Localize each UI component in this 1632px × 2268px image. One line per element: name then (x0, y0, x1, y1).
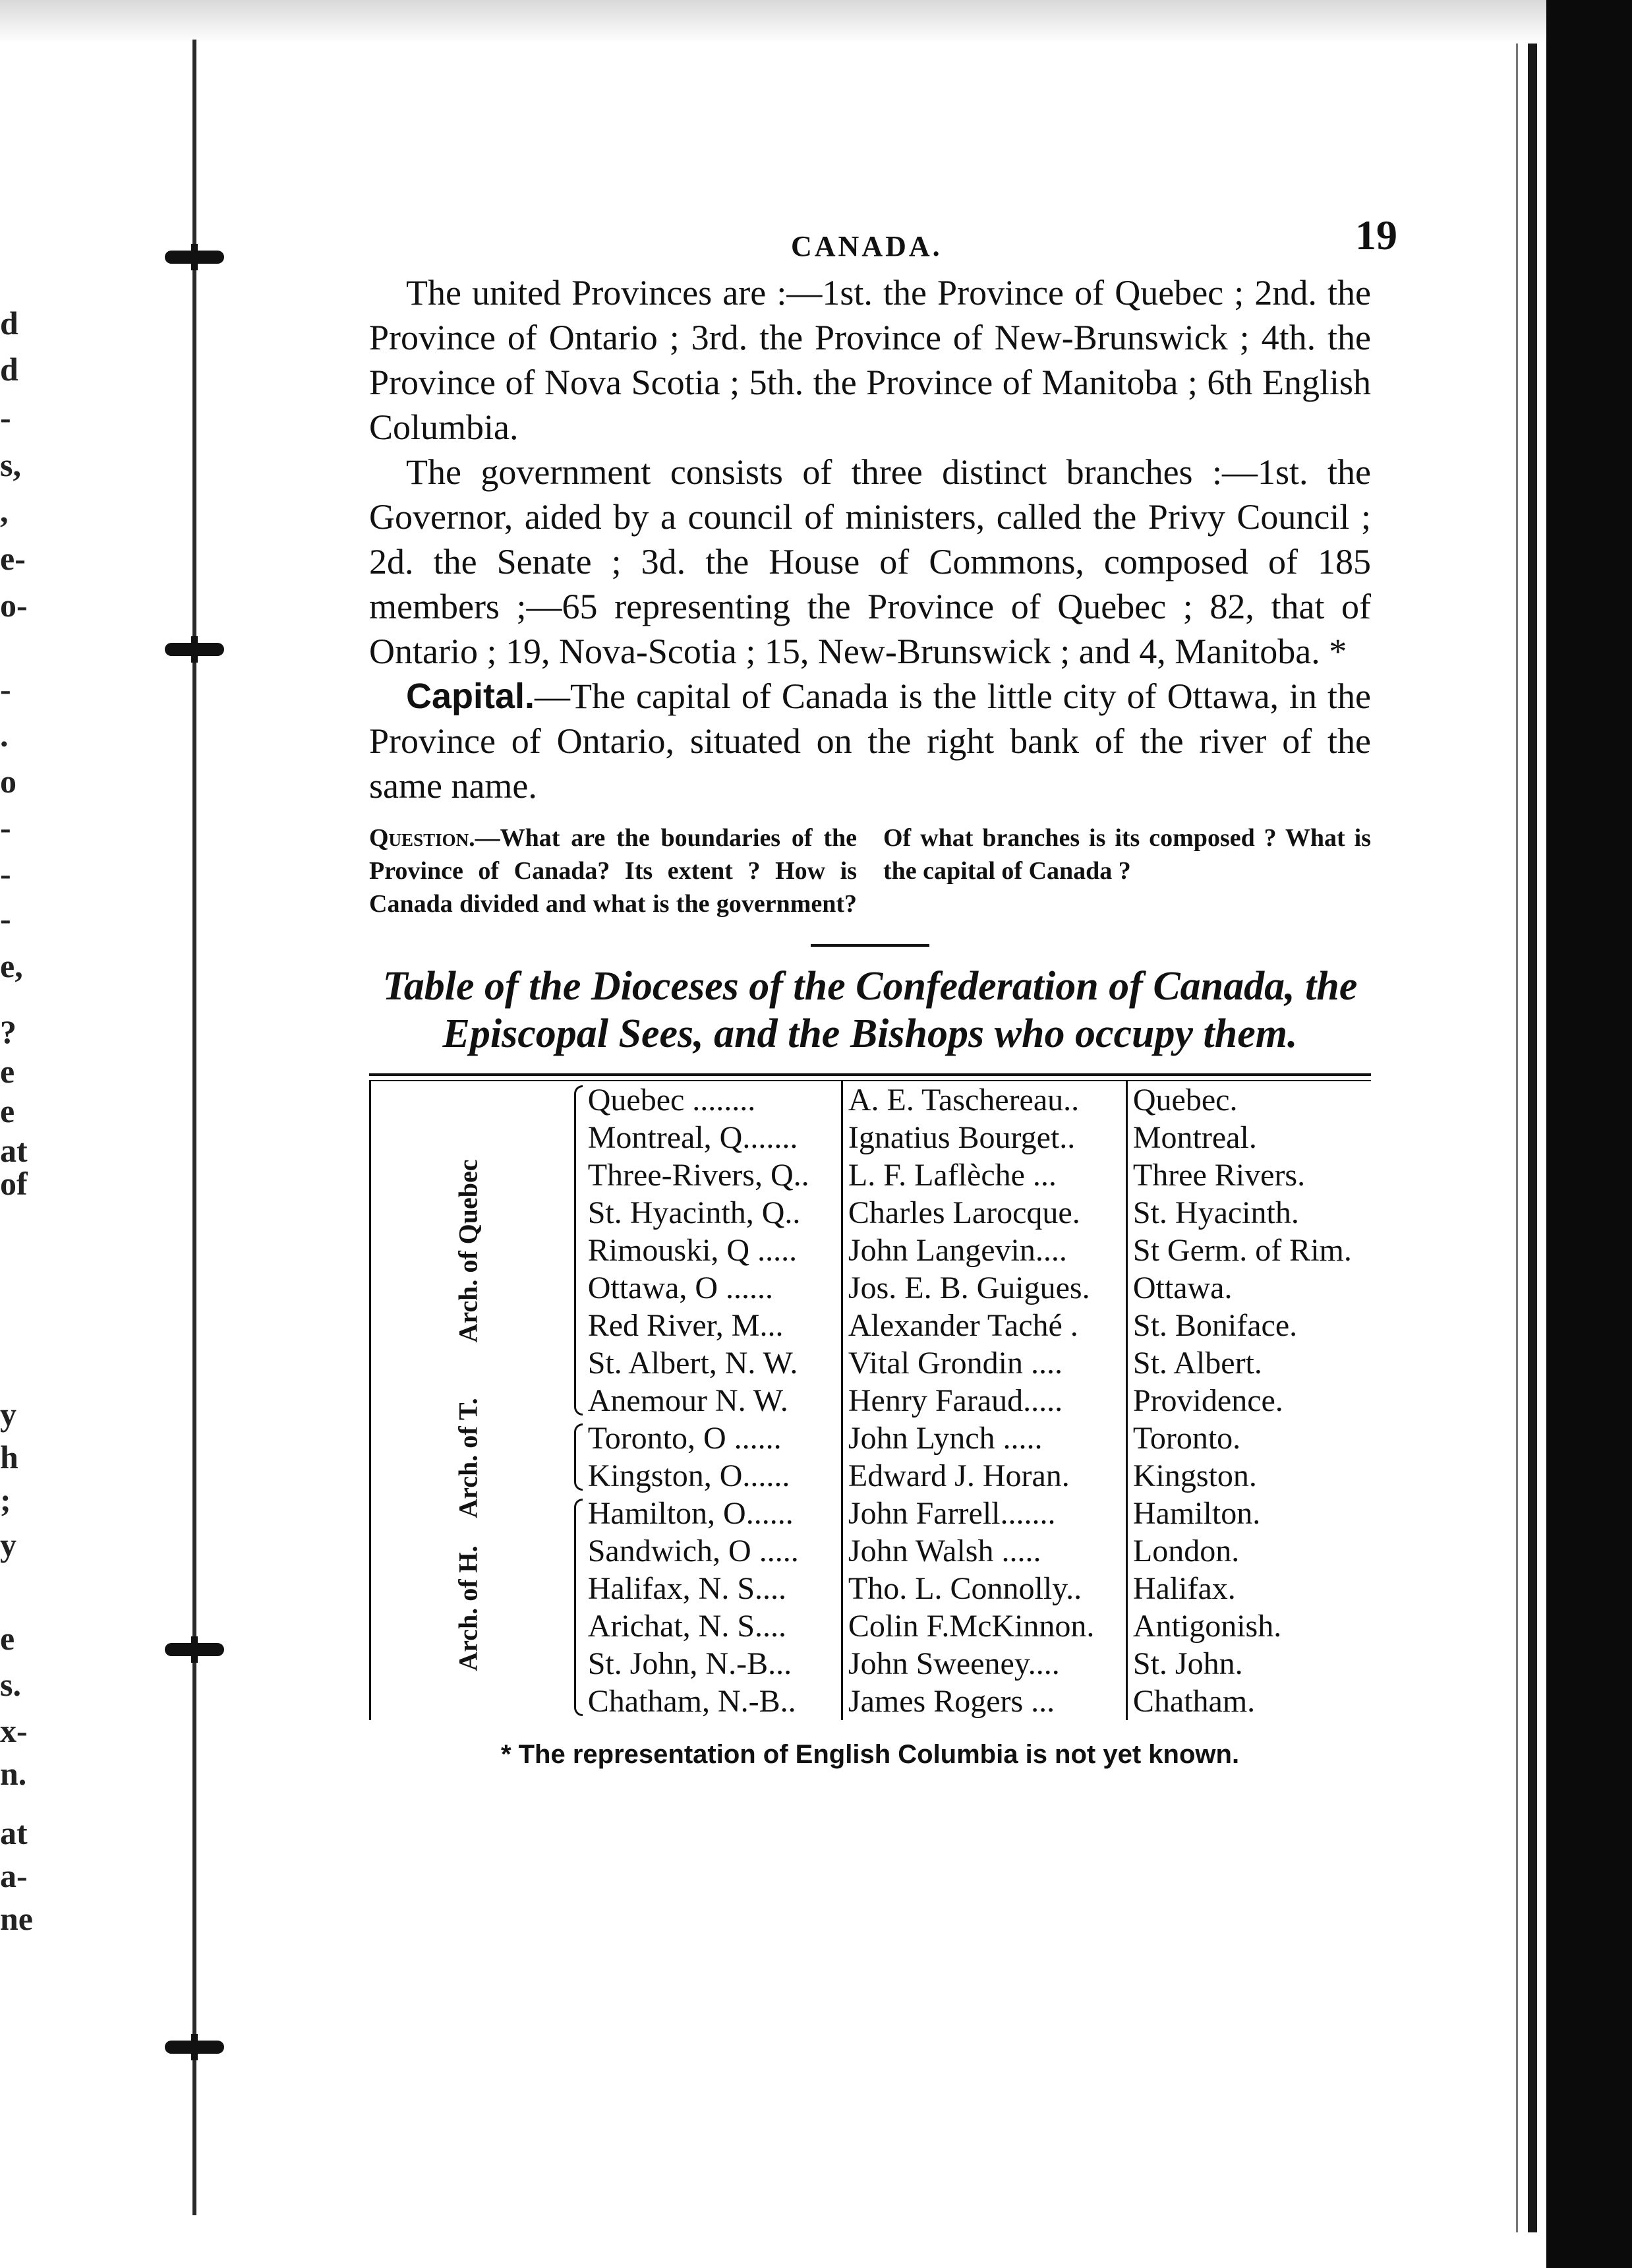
diocese-cell: Chatham, N.-B.. (583, 1683, 842, 1720)
archdiocese-label: Arch. of Quebec (453, 1159, 483, 1343)
left-page-fragment: - (0, 900, 11, 937)
section-divider (811, 944, 929, 947)
archdiocese-label: Arch. of T. (453, 1397, 483, 1518)
see-cell: Providence. (1132, 1383, 1283, 1418)
left-page-fragment: . (0, 717, 9, 754)
left-page-fragment: at (0, 1132, 28, 1169)
question-text: —What are the boundaries of the Province of Canada? Its extent ? How is Canada divided and what is the government? Of what branches is its composed ? What is the capital of Canada ? (369, 824, 1371, 918)
footnote: * The representation of English Columbia is not yet known. (500, 1740, 1240, 1769)
brace-shape (574, 1499, 583, 1716)
diocese-cell: Anemour N. W. (583, 1382, 842, 1419)
left-page-fragment: d (0, 305, 18, 342)
diocese-cell: Arichat, N. S.... (583, 1607, 842, 1645)
left-page-fragment: ? (0, 1013, 16, 1050)
left-page-fragment: ; (0, 1481, 11, 1518)
see-cell: Chatham. (1132, 1684, 1256, 1719)
bishop-cell: Tho. L. Connolly.. (842, 1570, 1126, 1607)
left-page-fragment: - (0, 855, 11, 892)
left-page-fragment: h (0, 1439, 18, 1476)
bishop-cell: L. F. Laflèche ... (842, 1156, 1126, 1194)
capital-heading: Capital. (406, 676, 535, 716)
archdiocese-group (370, 1397, 566, 1518)
left-page-fragment: y (0, 1526, 16, 1563)
bishop-cell: John Walsh ..... (842, 1532, 1126, 1570)
diocese-cell: Three-Rivers, Q.. (583, 1156, 842, 1194)
question-block (369, 821, 1371, 920)
binding-stitch (165, 2041, 224, 2054)
see-cell: Ottawa. (1132, 1270, 1233, 1305)
see-cell: Kingston. (1132, 1458, 1257, 1493)
diocese-cell: Quebec ........ (583, 1081, 842, 1119)
archdiocese-group (370, 1495, 566, 1720)
see-cell: St. Hyacinth. (1132, 1195, 1299, 1230)
question-label: Question. (369, 824, 475, 852)
book-gutter (192, 40, 196, 2215)
table-top-rule (369, 1073, 1371, 1076)
see-cell: Antigonish. (1132, 1609, 1282, 1644)
scan-top-shadow (0, 0, 1546, 44)
diocese-cell: Hamilton, O...... (583, 1495, 842, 1532)
left-page-fragment: of (0, 1165, 28, 1202)
left-page-fragment: e, (0, 947, 23, 984)
diocese-cell: Red River, M... (583, 1307, 842, 1344)
see-cell: Quebec. (1132, 1083, 1238, 1118)
page-edge (1528, 44, 1537, 2232)
page-edge (1516, 44, 1518, 2232)
binding-stitch (165, 251, 224, 264)
left-page-fragment: - (0, 809, 11, 846)
left-page-fragment: e (0, 1053, 15, 1090)
page-header (369, 191, 1397, 270)
bishop-cell: Alexander Taché . (842, 1307, 1126, 1344)
binding-stitch (165, 1643, 224, 1656)
paragraph-provinces: The united Provinces are :—1st. the Province of Quebec ; 2nd. the Province of Ontario ; 3rd. the Province of New-Brunswick ; 4th. the Province of Nova Scotia ; 5th. the Province of Manitoba ; 6th English Columbia. (369, 273, 1371, 447)
diocese-cell: Rimouski, Q ..... (583, 1232, 842, 1269)
bishop-cell: John Lynch ..... (842, 1419, 1126, 1457)
left-page-fragment: s, (0, 446, 21, 483)
paragraph-government: The government consists of three distinct branches :—1st. the Governor, aided by a council of ministers, called the Privy Council ; 2d. the Senate ; 3d. the House of Commons, composed of 185 members ;—65 representing the Province of Quebec ; 82, that of Ontario ; 19, Nova-Scotia ; 15, New-Brunswick ; and 4, Manitoba. * (369, 452, 1371, 671)
diocese-cell: Toronto, O ...... (583, 1419, 842, 1457)
bishop-cell: John Sweeney.... (842, 1645, 1126, 1683)
scan-border (1546, 0, 1632, 2268)
left-page-fragment: a- (0, 1857, 28, 1894)
bishop-cell: A. E. Taschereau.. (842, 1081, 1126, 1119)
left-page-fragment: o (0, 763, 16, 800)
see-cell: London. (1132, 1534, 1240, 1568)
see-cell: Halifax. (1132, 1571, 1236, 1606)
left-page-fragment: ne (0, 1900, 33, 1937)
see-cell: Three Rivers. (1132, 1158, 1306, 1193)
see-cell: St Germ. of Rim. (1132, 1233, 1352, 1268)
table-row (370, 1081, 1370, 1119)
bishop-cell: John Langevin.... (842, 1232, 1126, 1269)
see-cell: St. Boniface. (1132, 1308, 1298, 1343)
page-content (369, 191, 1397, 1770)
bishop-cell: Henry Faraud..... (842, 1382, 1126, 1419)
left-page-fragment: o- (0, 587, 28, 624)
diocese-cell: Ottawa, O ...... (583, 1269, 842, 1307)
left-page-fragment: e- (0, 540, 26, 577)
left-page-fragment: - (0, 399, 11, 436)
left-page-fragment: , (0, 492, 9, 529)
bishop-cell: Edward J. Horan. (842, 1457, 1126, 1495)
diocese-cell: Halifax, N. S.... (583, 1570, 842, 1607)
diocese-cell: Sandwich, O ..... (583, 1532, 842, 1570)
binding-stitch (165, 643, 224, 656)
paragraph-capital (369, 674, 1371, 808)
group-brace (565, 1495, 583, 1720)
left-page-fragment: d (0, 351, 18, 388)
left-page-fragment: e (0, 1620, 15, 1657)
page-number: 19 (1355, 212, 1397, 258)
brace-shape (574, 1423, 583, 1491)
diocese-cell: Kingston, O...... (583, 1457, 842, 1495)
bishop-cell: Ignatius Bourget.. (842, 1119, 1126, 1156)
dioceses-table (369, 1081, 1371, 1720)
bishop-cell: Vital Grondin .... (842, 1344, 1126, 1382)
group-brace (565, 1419, 583, 1495)
left-page-fragment: n. (0, 1755, 27, 1792)
archdiocese-label: Arch. of H. (453, 1545, 483, 1671)
left-page-fragment: e (0, 1092, 15, 1129)
left-page-fragment: at (0, 1814, 28, 1851)
diocese-cell: St. John, N.-B... (583, 1645, 842, 1683)
diocese-cell: St. Albert, N. W. (583, 1344, 842, 1382)
running-head: CANADA. (791, 230, 943, 262)
left-page-fragment: x- (0, 1712, 28, 1749)
bishop-cell: Colin F.McKinnon. (842, 1607, 1126, 1645)
bishop-cell: Charles Larocque. (842, 1194, 1126, 1232)
see-cell: St. John. (1132, 1646, 1243, 1681)
see-cell: Montreal. (1132, 1120, 1257, 1155)
left-page-fragment: y (0, 1396, 16, 1433)
see-cell: Hamilton. (1132, 1496, 1261, 1531)
brace-shape (574, 1085, 583, 1416)
see-cell: St. Albert. (1132, 1346, 1262, 1381)
table-row (370, 1495, 1370, 1532)
bishop-cell: John Farrell....... (842, 1495, 1126, 1532)
diocese-cell: St. Hyacinth, Q.. (583, 1194, 842, 1232)
left-page-fragment: - (0, 671, 11, 707)
diocese-cell: Montreal, Q....... (583, 1119, 842, 1156)
see-cell: Toronto. (1132, 1421, 1241, 1456)
bishop-cell: Jos. E. B. Guigues. (842, 1269, 1126, 1307)
table-title: Table of the Dioceses of the Confederation of Canada, the Episcopal Sees, and the Bishops who occupy them. (382, 964, 1358, 1056)
table-row (370, 1419, 1370, 1457)
archdiocese-group (370, 1081, 566, 1419)
group-brace (565, 1081, 583, 1419)
bishop-cell: James Rogers ... (842, 1683, 1126, 1720)
left-page-fragment: s. (0, 1666, 21, 1703)
capital-text: —The capital of Canada is the little city of Ottawa, in the Province of Ontario, situated on the right bank of the river of the same name. (369, 676, 1371, 806)
